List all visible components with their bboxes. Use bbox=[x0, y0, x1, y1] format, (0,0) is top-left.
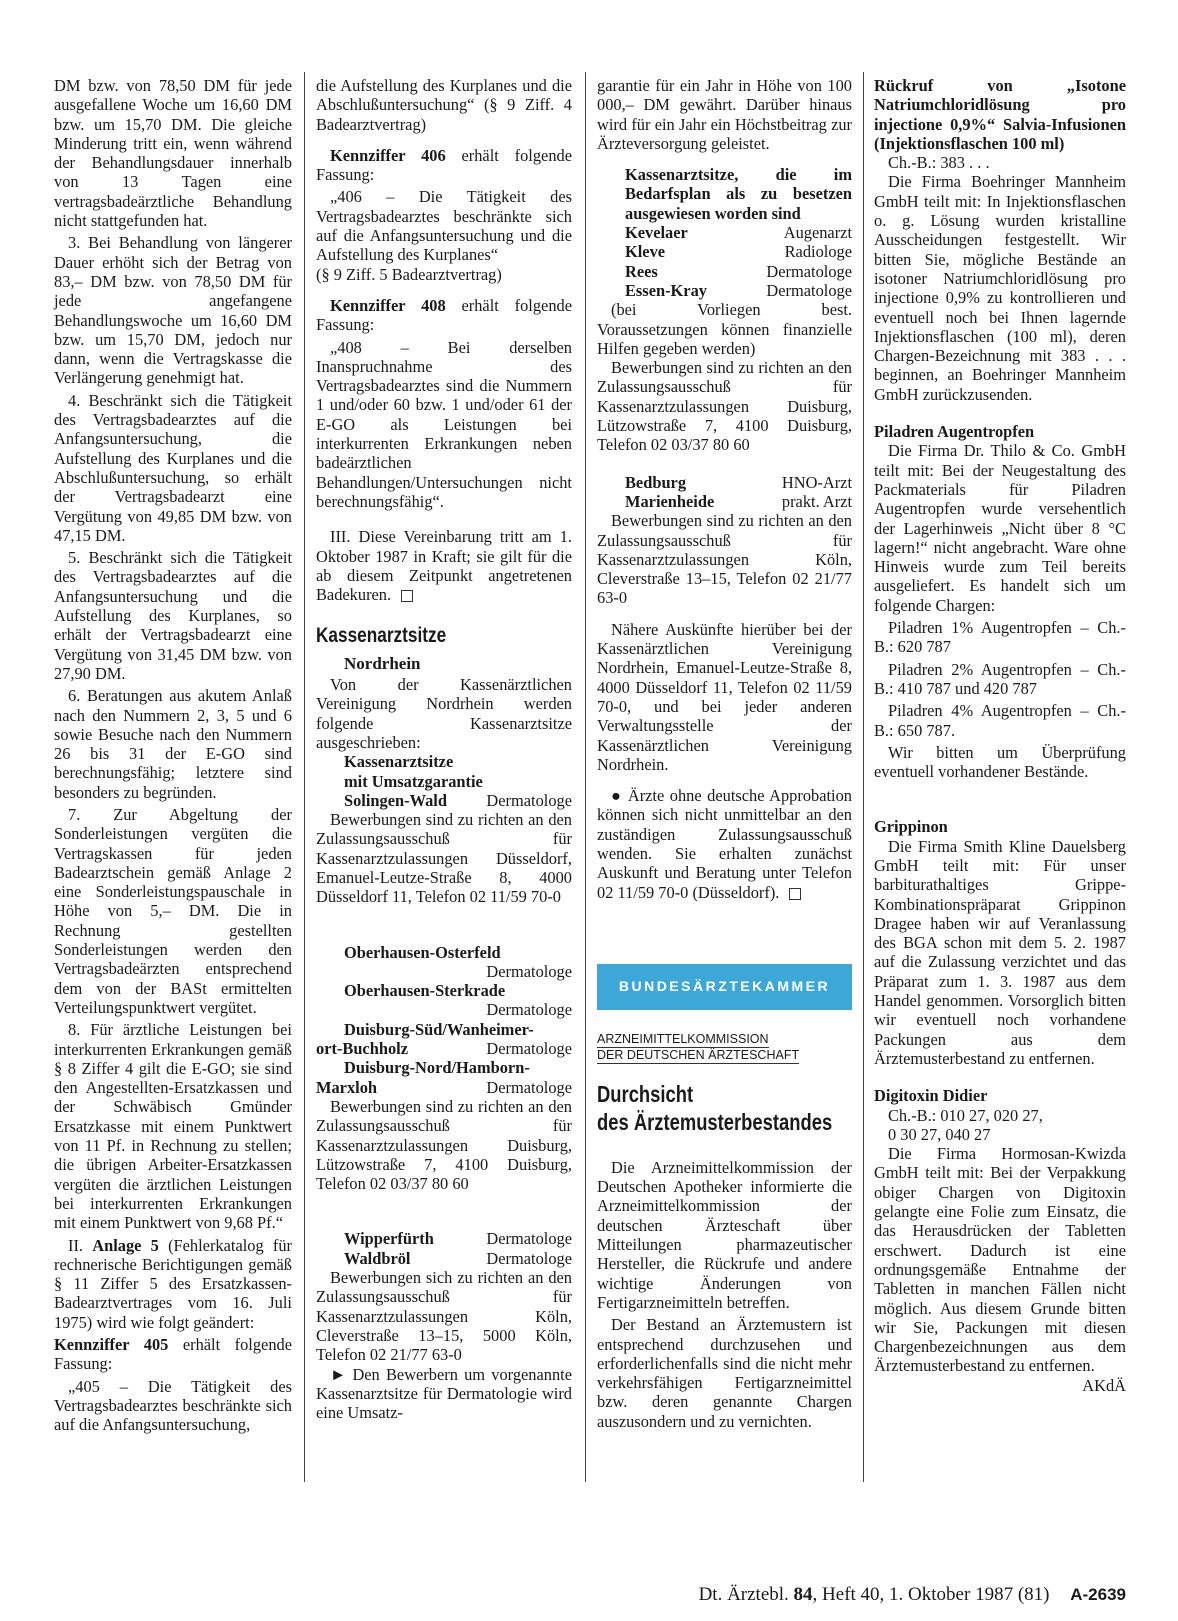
paragraph: die Aufstellung des Kurplanes und die Abschlußuntersuchung“ (§ 9 Ziff. 4 Badearztvertrag) bbox=[316, 76, 572, 134]
paragraph: Bewerbungen sind zu richten an den Zulassungsausschuß für Kassenarztzulassungen Köln, Cleverstraße 13–15, Telefon 02 21/77 63-0 bbox=[597, 511, 852, 608]
department-label bbox=[597, 1032, 852, 1064]
charge-number: Piladren 4% Augentropfen – Ch.-B.: 650 787. bbox=[874, 701, 1126, 740]
specialty: Dermatologe bbox=[486, 1077, 572, 1097]
paragraph: Bewerbungen sind zu richten an den Zulassungsausschuß für Kassenarztzulassungen Duisburg, Lützowstraße 7, 4100 Duisburg, Telefon 02 03/37 80 60 bbox=[597, 358, 852, 455]
paragraph: (§ 9 Ziff. 5 Badearztvertrag) bbox=[316, 264, 502, 284]
place-name: Bedburg bbox=[625, 472, 687, 492]
end-mark bbox=[401, 590, 413, 602]
charge-number: Ch.-B.: 383 . . . bbox=[888, 153, 990, 173]
item-heading: Piladren Augentropfen bbox=[874, 422, 1035, 442]
title-line: des Ärztemusterbestandes bbox=[597, 1108, 833, 1135]
paragraph: 7. Zur Abgeltung der Sonderleistungen vergüten die Vertragskassen für jeden Badearztschein gemäß Anlage 2 eine Sonderleistungspauschale in Höhe von 5,– DM. Die in Rechnung gestellten Sonderleistungen werden den Vertragsbadeärzten entsprechend dem von der BASt ermittelten Verteilungspunktwert vergütet. bbox=[54, 804, 292, 1017]
list-item bbox=[597, 223, 852, 242]
paragraph: DM bzw. von 78,50 DM für jede ausgefallene Woche um 16,60 DM bzw. um 15,70 DM. Die gleiche Minderung tritt ein, wenn während der Behandlungsdauer innerhalb von 13 Tagen eine vertragsbadeärztliche Behandlung nicht stattgefunden hat. bbox=[54, 76, 292, 231]
spacer bbox=[316, 1193, 572, 1229]
list-item bbox=[316, 791, 572, 810]
specialty: Dermatologe bbox=[486, 1000, 572, 1020]
list-heading: Kassenarztsitze bbox=[344, 752, 454, 772]
place-name: ort-Buchholz bbox=[316, 1039, 408, 1059]
specialty: prakt. Arzt bbox=[781, 491, 852, 511]
bold-text: Kennziffer 408 bbox=[330, 295, 446, 315]
paragraph: Nähere Auskünfte hierüber bei der Kassenärztlichen Vereinigung Nordrhein, Emanuel-Leutze-Straße 8, 4000 Düsseldorf 11, Telefon 02 11/59 70-0, und bei jeder anderen Verwaltungsstelle der Kassenärztlichen Vereinigung Nordrhein. bbox=[597, 619, 852, 774]
bold-text: Anlage 5 bbox=[92, 1235, 159, 1255]
paragraph: „405 – Die Tätigkeit des Vertragsbadearztes beschränkte sich auf die Anfangsuntersuchung, bbox=[54, 1376, 292, 1435]
list-heading: mit Umsatzgarantie bbox=[344, 771, 483, 791]
paragraph: 8. Für ärztliche Leistungen bei interkurrenten Erkrankungen gemäß § 8 Ziffer 4 gilt die E-GO; sie sind den Angestellten-Ersatzkassen und der Schwäbisch Gmünder Ersatzkasse mit einem Punktwert von 11 Pf. in Rechnung zu stellen; die übrigen Arbeiter-Ersatzkassen vergüten die ärztlichen Leistungen bei interkurrenten Erkrankungen mit einem Punktwert von 9,68 Pf.“ bbox=[54, 1020, 292, 1233]
text: erhält folgende Fassung: bbox=[54, 1335, 292, 1374]
place-name: Marxloh bbox=[316, 1077, 378, 1097]
subsection-title: Nordrhein bbox=[344, 653, 421, 673]
column-4 bbox=[874, 76, 1126, 1395]
paragraph: 6. Beratungen aus akutem Anlaß nach den Nummern 2, 3, 5 und 6 sowie Besuche nach den Nummern 26 bis 31 der E-GO sind berechnungsfähig; letztere sind besonders zu begründen. bbox=[54, 686, 292, 802]
end-mark bbox=[789, 888, 801, 900]
spacer bbox=[316, 907, 572, 943]
paragraph: Der Bestand an Ärztemustern ist entsprechend durchzusehen und erforderlichenfalls sind die nicht mehr verkehrsfähigen Fertigarzneimittel bzw. deren genannte Chargen auszusondern und zu vernichten. bbox=[597, 1315, 852, 1431]
place-name: Kleve bbox=[625, 242, 666, 262]
place-name: Solingen-Wald bbox=[344, 790, 447, 810]
list-item bbox=[597, 281, 852, 300]
paragraph bbox=[597, 786, 852, 902]
text: ● Ärzte ohne deutsche Approbation können sich nicht unmittelbar an den zuständigen Zulassungsausschuß wenden. Sie erhalten zunächst Auskunft und Beratung unter Telefon 02 11/59 70-0 (Düsseldorf). bbox=[597, 786, 852, 902]
place-name: Oberhausen-Sterkrade bbox=[344, 981, 506, 1001]
list-item bbox=[597, 492, 852, 511]
place-name: Waldbröl bbox=[344, 1248, 411, 1268]
paragraph bbox=[316, 527, 572, 604]
specialty: Dermatologe bbox=[486, 1039, 572, 1059]
place-name: Essen-Kray bbox=[625, 280, 707, 300]
column-rule bbox=[304, 72, 305, 1482]
place-name: Wipperfürth bbox=[344, 1229, 434, 1249]
paragraph: (bei Vorliegen best. Voraussetzungen können finanzielle Hilfen gegeben werden) bbox=[597, 300, 852, 358]
paragraph: Die Arzneimittelkommission der Deutschen Apotheker informierte die Arzneimittelkommission der deutschen Ärzteschaft über Mitteilungen pharmazeutischer Hersteller, die Rückrufe und andere wichtige Änderungen von Fertigarzneimitteln betreffen. bbox=[597, 1157, 852, 1312]
column-rule bbox=[863, 72, 864, 1482]
spacer bbox=[874, 404, 1126, 422]
place-name: Oberhausen-Osterfeld bbox=[344, 942, 501, 962]
department-line: DER DEUTSCHEN ÄRZTESCHAFT bbox=[597, 1047, 800, 1062]
paragraph: Bewerbungen sind zu richten an den Zulassungsausschuß für Kassenarztzulassungen Duisburg, Lützowstraße 7, 4100 Duisburg, Telefon 02 03/37 80 60 bbox=[316, 1096, 572, 1194]
place-name: Kevelaer bbox=[625, 223, 688, 243]
paragraph: Bewerbungen sind zu richten an den Zulassungsausschuß für Kassenarztzulassungen Düsseldorf, Emanuel-Leutze-Straße 8, 4000 Düsseldorf 11, Telefon 02 11/59 70-0 bbox=[316, 810, 572, 907]
paragraph: 3. Bei Behandlung von längerer Dauer erhöht sich der Betrag von 83,– DM bzw. von 78,50 DM für jede angefangene Behandlungswoche um 16,60 DM bzw. um 15,70 DM, jedoch nur dann, wenn die Vertragskasse die Verlängerung genehmigt hat. bbox=[54, 233, 292, 388]
paragraph: Die Firma Boehringer Mannheim GmbH teilt mit: In Injektionsflaschen o. g. Lösung wurden kristalline Ausscheidungen festgestellt. Wir bitten Sie, mögliche Bestände an isotoner Natriumchloridlösung pro injectione 0,9% zu kontrollieren und eventuell noch bei Ihnen lagernde Injektionsflaschen (100 ml), deren Chargen-Bezeichnung mit 383 . . . beginnen, an Boehringer Mannheim GmbH zurückzusenden. bbox=[874, 172, 1126, 404]
paragraph: Wir bitten um Überprüfung eventuell vorhandener Bestände. bbox=[874, 742, 1126, 782]
text: II. bbox=[68, 1235, 93, 1255]
bundesaerztekammer-banner: BUNDESÄRZTEKAMMER bbox=[597, 964, 852, 1010]
paragraph: Die Firma Smith Kline Dauelsberg GmbH teilt mit: Für unser barbiturathaltiges Grippe-Kombinationspräparat Grippinon Dragee haben wir auf Veranlassung des BGA schon mit dem 5. 2. 1987 auf die Zulassung verzichtet und das Präparat zum 1. 3. 1987 aus dem Handel genommen. Vorsorglich bitten wir eventuell noch vorhandene Packungen aus dem Ärztemusterbestand zu entfernen. bbox=[874, 836, 1126, 1068]
paragraph bbox=[54, 1335, 292, 1374]
page-number: A-2639 bbox=[1070, 1585, 1126, 1604]
volume-number: 84 bbox=[793, 1584, 813, 1605]
item-heading: Digitoxin Didier bbox=[874, 1086, 988, 1106]
specialty: Radiologe bbox=[784, 242, 852, 262]
paragraph bbox=[316, 146, 572, 185]
list-item bbox=[597, 242, 852, 261]
charge-number: Piladren 1% Augentropfen – Ch.-B.: 620 787 bbox=[874, 618, 1126, 657]
text: (Fehlerkatalog für rechnerische Berichtigungen gemäß § 11 Ziffer 5 des Ersatzkassen-Badearztvertrages vom 16. Juli 1975) wird wie folgt geändert: bbox=[54, 1235, 292, 1332]
signature: AKdÄ bbox=[1082, 1375, 1126, 1395]
item-heading: Rückruf von „Isotone Natriumchloridlösung pro injectione 0,9%“ Salvia-Infusionen (Injektionsflaschen 100 ml) bbox=[874, 76, 1126, 153]
list-item bbox=[316, 1229, 572, 1248]
bold-text: Kennziffer 405 bbox=[54, 1335, 169, 1354]
specialty: HNO-Arzt bbox=[781, 472, 852, 492]
spacer bbox=[874, 1068, 1126, 1086]
paragraph: „408 – Bei derselben Inanspruchnahme des Vertragsbadearztes sind die Nummern 1 und/oder 60 bzw. 1 und/oder 61 der E-GO als Leistungen bei interkurrenten Erkrankungen neben badeärztlichen Behandlungen/Untersuchungen nicht berechnungsfähig“. bbox=[316, 337, 572, 511]
text: erhält folgende Fassung: bbox=[316, 145, 572, 185]
bold-text: Kennziffer 406 bbox=[330, 145, 446, 165]
specialty: Dermatologe bbox=[766, 280, 852, 300]
department-line: ARZNEIMITTELKOMMISSION bbox=[597, 1031, 769, 1046]
place-name: Marienheide bbox=[625, 491, 715, 511]
column-2 bbox=[316, 76, 572, 1422]
item-heading: Grippinon bbox=[874, 817, 948, 837]
paragraph bbox=[316, 296, 572, 335]
list-item bbox=[316, 1078, 572, 1097]
column-1 bbox=[54, 76, 292, 1434]
column-3 bbox=[597, 76, 852, 1431]
place-name: Rees bbox=[625, 261, 658, 281]
page-footer bbox=[699, 1584, 1126, 1606]
paragraph: Bewerbungen sich zu richten an den Zulassungsausschuß für Kassenarztzulassungen Köln, Cleverstraße 13–15, 5000 Köln, Telefon 02 21/77 63-0 bbox=[316, 1268, 572, 1365]
paragraph bbox=[54, 1236, 292, 1332]
journal-name: Dt. Ärztebl. bbox=[698, 1584, 789, 1605]
article-title bbox=[597, 1080, 833, 1136]
list-item bbox=[316, 1039, 572, 1058]
text: erhält folgende Fassung: bbox=[316, 295, 572, 335]
charge-number: Ch.-B.: 010 27, 020 27, bbox=[888, 1105, 1043, 1125]
paragraph: 4. Beschränkt sich die Tätigkeit des Vertragsbadearztes auf die Anfangsuntersuchung, die Aufstellung des Kurplanes und die Abschlußuntersuchung, so erhält der Vertragsbadearzt eine Vergütung von 49,85 DM bzw. von 47,15 DM. bbox=[54, 390, 292, 545]
place-name: Duisburg-Nord/Hamborn- bbox=[344, 1058, 530, 1078]
specialty: Dermatologe bbox=[486, 961, 572, 981]
spacer bbox=[597, 455, 852, 473]
paragraph: Von der Kassenärztlichen Vereinigung Nordrhein werden folgende Kassenarztsitze ausgeschrieben: bbox=[316, 675, 572, 752]
list-item bbox=[597, 262, 852, 281]
list-item bbox=[316, 1249, 572, 1268]
issue-info: , Heft 40, 1. Oktober 1987 (81) bbox=[812, 1584, 1050, 1605]
list-heading: Kassenarztsitze, die im Bedarfsplan als zu besetzen ausgewiesen worden sind bbox=[625, 165, 852, 223]
specialty: Dermatologe bbox=[486, 1248, 572, 1268]
section-title: Kassenarztsitze bbox=[316, 624, 447, 648]
paragraph: 5. Beschränkt sich die Tätigkeit des Vertragsbadearztes auf die Anfangsuntersuchung und die Aufstellung des Kurplanes, so erhält der Vertragsbadearzt eine Vergütung von 31,45 DM bzw. von 27,90 DM. bbox=[54, 548, 292, 683]
title-line: Durchsicht bbox=[597, 1080, 694, 1107]
paragraph: Die Firma Hormosan-Kwizda GmbH teilt mit: Bei der Verpakkung obiger Chargen von Digitoxin gelangte eine Folie zum Einsatz, die das Herausdrücken der Tabletten erschwert. Dadurch ist eine ordnungsgemäße Entnahme der Tabletten in manchen Fällen nicht möglich. Aus diesem Grunde bitten wir Sie, Packungen mit diesen Chargenbezeichnungen aus dem Ärztemusterbestand zu entfernen. bbox=[874, 1144, 1126, 1376]
spacer bbox=[874, 781, 1126, 817]
specialty: Dermatologe bbox=[766, 261, 852, 281]
paragraph: ► Den Bewerbern um vorgenannte Kassenarztsitze für Dermatologie wird eine Umsatz- bbox=[316, 1364, 572, 1423]
specialty: Augenarzt bbox=[783, 223, 852, 243]
place-name: Duisburg-Süd/Wanheimer- bbox=[344, 1019, 534, 1039]
charge-number: Piladren 2% Augentropfen – Ch.-B.: 410 787 und 420 787 bbox=[874, 659, 1126, 698]
text: III. Diese Vereinbarung tritt am 1. Oktober 1987 in Kraft; sie gilt für die ab diesem Zeitpunkt angetretenen Badekuren. bbox=[316, 527, 572, 605]
column-rule bbox=[585, 72, 586, 1482]
charge-number: 0 30 27, 040 27 bbox=[888, 1124, 991, 1144]
specialty: Dermatologe bbox=[486, 790, 572, 810]
specialty: Dermatologe bbox=[486, 1229, 572, 1249]
paragraph: „406 – Die Tätigkeit des Vertragsbadearztes beschränkte sich auf die Anfangsuntersuchung und die Aufstellung des Kurplanes“ bbox=[316, 187, 572, 265]
list-item bbox=[597, 473, 852, 492]
paragraph: garantie für ein Jahr in Höhe von 100 000,– DM gewährt. Darüber hinaus wird für ein Jahr ein Höchstbeitrag zur Ärzteversorgung geleistet. bbox=[597, 76, 852, 153]
paragraph: Die Firma Dr. Thilo & Co. GmbH teilt mit: Bei der Neugestaltung des Packmaterials für Piladren Augentropfen wurde versehentlich der Lagerhinweis „Nicht über 8 °C lagern!“ nicht angebracht. Ware ohne Hinweis wurde zum Teil bereits ausgeliefert. Es handelt sich um folgende Chargen: bbox=[874, 441, 1126, 615]
